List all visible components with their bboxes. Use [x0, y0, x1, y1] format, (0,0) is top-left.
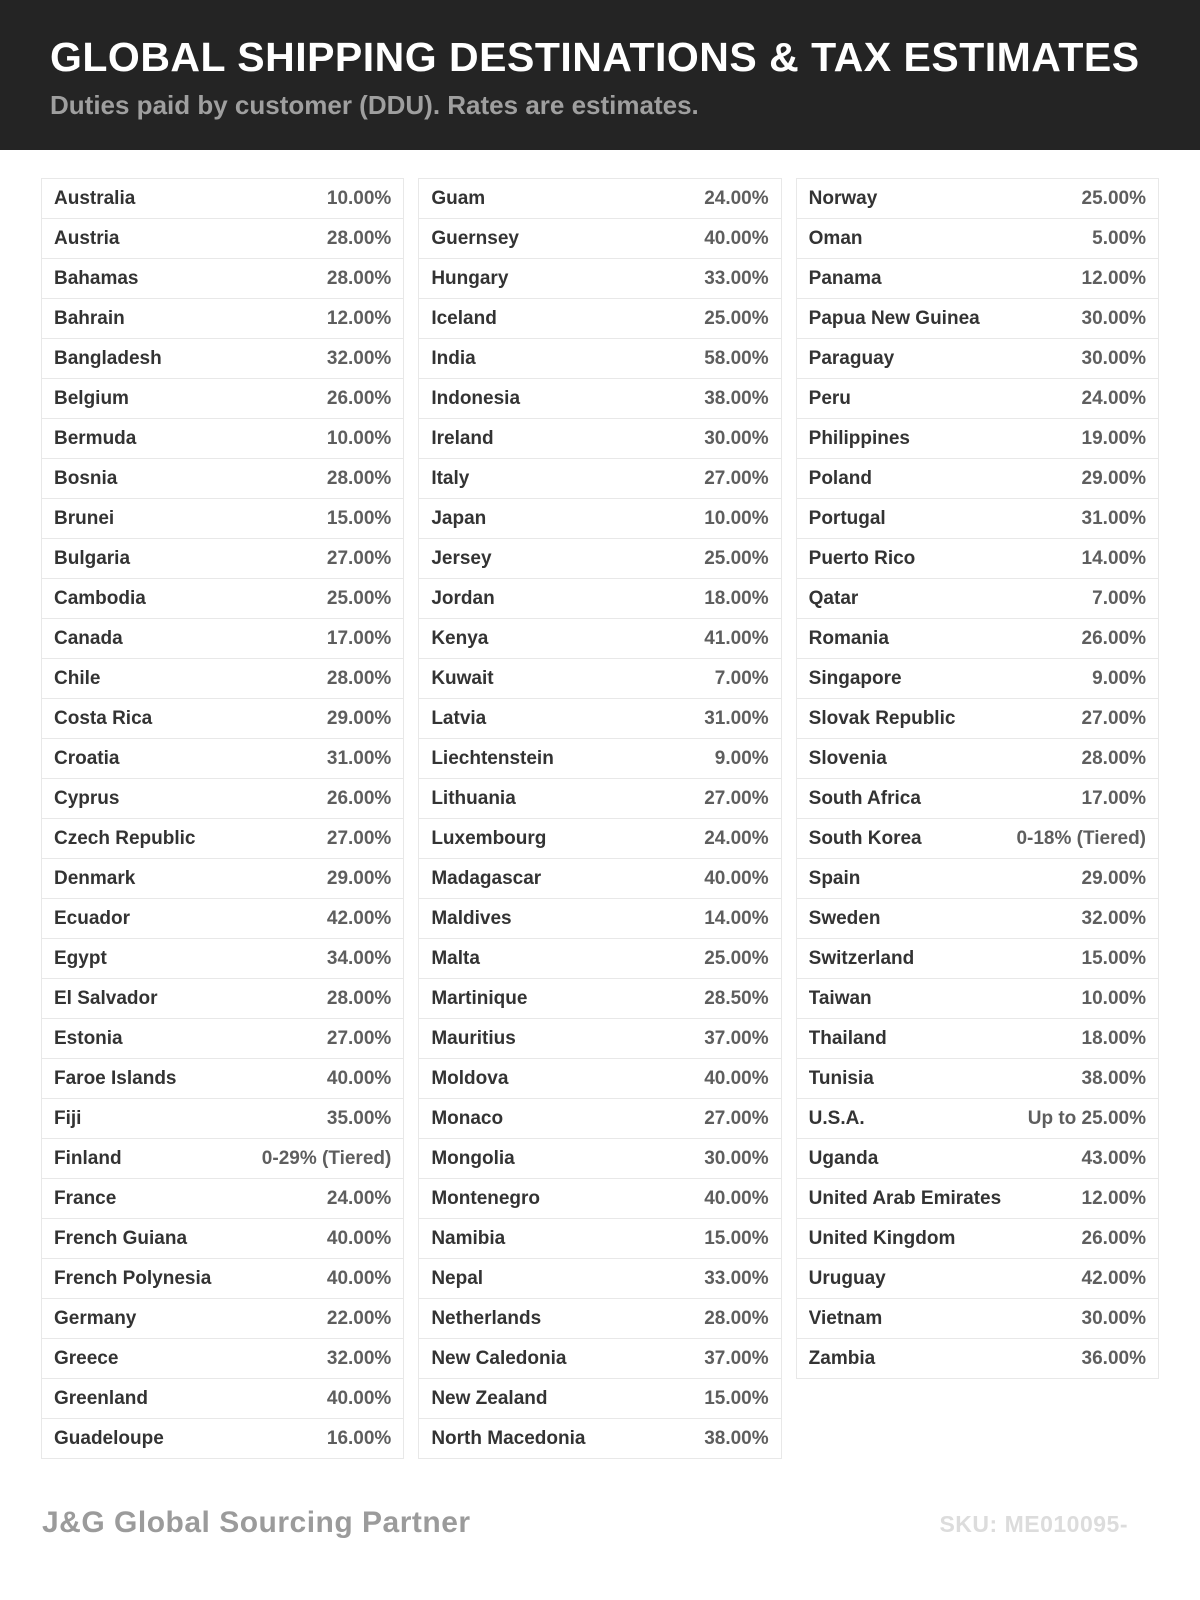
country-cell: Moldova [431, 1067, 509, 1089]
rate-cell: 14.00% [704, 907, 769, 929]
table-row [418, 899, 781, 939]
table-row [41, 419, 404, 459]
table-row [796, 619, 1159, 659]
rate-cell: 38.00% [1081, 1067, 1146, 1089]
table-row [796, 899, 1159, 939]
country-cell: Spain [808, 867, 861, 889]
country-cell: Qatar [808, 587, 859, 609]
country-cell: Bangladesh [54, 347, 162, 369]
table-row [418, 1019, 781, 1059]
table-row [418, 819, 781, 859]
table-row [41, 1259, 404, 1299]
rates-table [41, 178, 1159, 1459]
country-cell: Guadeloupe [54, 1427, 164, 1449]
rate-cell: 33.00% [704, 1267, 769, 1289]
country-cell: Cyprus [54, 787, 120, 809]
table-row [41, 899, 404, 939]
table-row [418, 619, 781, 659]
rate-cell: 28.00% [326, 227, 392, 249]
country-cell: Bosnia [54, 467, 118, 489]
table-row [796, 979, 1159, 1019]
table-row [41, 1219, 404, 1259]
country-cell: Italy [431, 467, 470, 489]
rate-cell: 7.00% [1092, 587, 1146, 609]
page-footer [42, 1506, 1128, 1540]
country-cell: U.S.A. [808, 1107, 865, 1129]
table-row [796, 1099, 1159, 1139]
country-cell: Vietnam [808, 1307, 883, 1329]
rate-cell: 30.00% [704, 1147, 769, 1169]
country-cell: Montenegro [431, 1187, 541, 1209]
table-row [41, 659, 404, 699]
country-cell: Singapore [808, 667, 902, 689]
country-cell: Martinique [431, 987, 528, 1009]
table-row [796, 659, 1159, 699]
country-cell: Lithuania [431, 787, 516, 809]
table-row [41, 1299, 404, 1339]
country-cell: Jordan [431, 587, 495, 609]
table-row [41, 459, 404, 499]
country-cell: Faroe Islands [54, 1067, 177, 1089]
country-cell: Indonesia [431, 387, 521, 409]
rate-cell: 43.00% [1081, 1147, 1146, 1169]
rate-cell: 26.00% [1081, 627, 1146, 649]
rate-cell: 40.00% [326, 1387, 392, 1409]
rate-cell: 29.00% [1081, 467, 1146, 489]
table-row [418, 379, 781, 419]
table-row [41, 819, 404, 859]
country-cell: Czech Republic [54, 827, 196, 849]
table-row [796, 379, 1159, 419]
rate-cell: 33.00% [704, 267, 769, 289]
country-cell: Guam [431, 187, 486, 209]
table-row [796, 539, 1159, 579]
rate-cell: 9.00% [1092, 667, 1146, 689]
rate-cell: 9.00% [714, 747, 769, 769]
country-cell: India [431, 347, 476, 369]
table-row [796, 579, 1159, 619]
rate-cell: 32.00% [1081, 907, 1146, 929]
rate-cell: 27.00% [326, 547, 392, 569]
country-cell: Estonia [54, 1027, 123, 1049]
country-cell: Cambodia [54, 587, 146, 609]
table-row [418, 339, 781, 379]
rate-cell: 42.00% [1081, 1267, 1146, 1289]
table-row [796, 1259, 1159, 1299]
table-row [418, 979, 781, 1019]
rate-cell: 25.00% [704, 307, 769, 329]
country-cell: Greenland [54, 1387, 148, 1409]
country-cell: Puerto Rico [808, 547, 916, 569]
country-cell: Bahamas [54, 267, 139, 289]
country-cell: Fiji [54, 1107, 82, 1129]
country-cell: Denmark [54, 867, 136, 889]
country-cell: Paraguay [808, 347, 895, 369]
rate-cell: 5.00% [1092, 227, 1146, 249]
table-row [41, 1099, 404, 1139]
country-cell: Germany [54, 1307, 137, 1329]
rate-cell: 17.00% [1081, 787, 1146, 809]
rate-cell: 25.00% [1081, 187, 1146, 209]
table-row [41, 179, 404, 219]
rate-cell: 12.00% [1081, 267, 1146, 289]
table-row [796, 939, 1159, 979]
rate-cell: 31.00% [704, 707, 769, 729]
rate-cell: 24.00% [704, 827, 769, 849]
country-cell: Iceland [431, 307, 497, 329]
brand-text: J&G Global Sourcing Partner [42, 1506, 471, 1539]
rate-cell: 37.00% [704, 1347, 769, 1369]
country-cell: United Arab Emirates [808, 1187, 1002, 1209]
table-row [796, 459, 1159, 499]
table-row [41, 1419, 404, 1459]
rate-cell: 25.00% [704, 547, 769, 569]
table-row [418, 1259, 781, 1299]
rate-cell: 40.00% [704, 227, 769, 249]
table-row [796, 1219, 1159, 1259]
table-row [41, 939, 404, 979]
rate-cell: 16.00% [326, 1427, 392, 1449]
country-cell: Bermuda [54, 427, 137, 449]
table-row [41, 499, 404, 539]
country-cell: Australia [54, 187, 136, 209]
country-cell: Namibia [431, 1227, 506, 1249]
country-cell: Philippines [808, 427, 911, 449]
rate-cell: 40.00% [326, 1227, 392, 1249]
table-row [418, 1059, 781, 1099]
rate-cell: 28.00% [326, 667, 392, 689]
rate-cell: 28.50% [704, 987, 769, 1009]
country-cell: Malta [431, 947, 480, 969]
table-row [41, 739, 404, 779]
country-cell: France [54, 1187, 117, 1209]
table-row [418, 1379, 781, 1419]
rate-cell: 28.00% [326, 467, 392, 489]
country-cell: South Korea [808, 827, 922, 849]
table-row [796, 779, 1159, 819]
country-cell: Ireland [431, 427, 494, 449]
table-row [41, 1139, 404, 1179]
rate-cell: 15.00% [704, 1387, 769, 1409]
rate-cell: 27.00% [326, 1027, 392, 1049]
rate-cell: 18.00% [704, 587, 769, 609]
table-row [796, 1299, 1159, 1339]
rate-cell: 15.00% [1081, 947, 1146, 969]
rate-cell: 37.00% [704, 1027, 769, 1049]
table-row [418, 1099, 781, 1139]
country-cell: Nepal [431, 1267, 484, 1289]
country-cell: Peru [808, 387, 851, 409]
table-row [418, 539, 781, 579]
country-cell: Kuwait [431, 667, 494, 689]
table-row [796, 1019, 1159, 1059]
rate-cell: 27.00% [704, 787, 769, 809]
rate-cell: 15.00% [704, 1227, 769, 1249]
rate-cell: 24.00% [326, 1187, 392, 1209]
country-cell: South Africa [808, 787, 921, 809]
rate-cell: Up to 25.00% [1027, 1107, 1146, 1129]
rate-cell: 18.00% [1081, 1027, 1146, 1049]
rate-cell: 35.00% [326, 1107, 392, 1129]
rate-cell: 34.00% [326, 947, 392, 969]
table-row [418, 579, 781, 619]
rate-cell: 30.00% [1081, 1307, 1146, 1329]
table-row [796, 1179, 1159, 1219]
rate-cell: 31.00% [1081, 507, 1146, 529]
table-row [796, 699, 1159, 739]
table-row [41, 1019, 404, 1059]
rate-cell: 24.00% [1081, 387, 1146, 409]
table-row [418, 859, 781, 899]
country-cell: New Zealand [431, 1387, 548, 1409]
rate-cell: 40.00% [704, 1187, 769, 1209]
country-cell: Belgium [54, 387, 129, 409]
table-row [41, 299, 404, 339]
table-row [41, 979, 404, 1019]
rate-cell: 28.00% [326, 267, 392, 289]
table-row [41, 339, 404, 379]
sku-label: SKU: ME010095- [939, 1511, 1128, 1537]
country-cell: El Salvador [54, 987, 158, 1009]
country-cell: Taiwan [808, 987, 872, 1009]
country-cell: Thailand [808, 1027, 887, 1049]
table-row [418, 419, 781, 459]
country-cell: Guernsey [431, 227, 519, 249]
country-cell: Egypt [54, 947, 107, 969]
table-row [418, 299, 781, 339]
rate-cell: 22.00% [326, 1307, 392, 1329]
table-row [796, 499, 1159, 539]
table-row [418, 699, 781, 739]
table-row [418, 179, 781, 219]
table-row [796, 859, 1159, 899]
country-cell: Panama [808, 267, 882, 289]
table-row [41, 259, 404, 299]
rate-cell: 10.00% [326, 427, 392, 449]
table-row [796, 259, 1159, 299]
country-cell: Jersey [431, 547, 492, 569]
rate-cell: 29.00% [1081, 867, 1146, 889]
rate-cell: 28.00% [704, 1307, 769, 1329]
country-cell: Netherlands [431, 1307, 542, 1329]
country-cell: Slovenia [808, 747, 887, 769]
country-cell: United Kingdom [808, 1227, 956, 1249]
country-cell: Monaco [431, 1107, 504, 1129]
rate-cell: 7.00% [714, 667, 769, 689]
table-row [41, 699, 404, 739]
rate-cell: 40.00% [326, 1067, 392, 1089]
country-cell: Oman [808, 227, 863, 249]
country-cell: Norway [808, 187, 878, 209]
rate-cell: 38.00% [704, 387, 769, 409]
rate-cell: 40.00% [326, 1267, 392, 1289]
table-row [796, 1139, 1159, 1179]
country-cell: Sweden [808, 907, 881, 929]
country-cell: Japan [431, 507, 487, 529]
table-row [418, 779, 781, 819]
country-cell: Austria [54, 227, 120, 249]
country-cell: Switzerland [808, 947, 915, 969]
country-cell: French Guiana [54, 1227, 188, 1249]
rate-cell: 26.00% [326, 787, 392, 809]
country-cell: Greece [54, 1347, 119, 1369]
country-cell: Slovak Republic [808, 707, 956, 729]
country-cell: Maldives [431, 907, 512, 929]
rate-cell: 14.00% [1081, 547, 1146, 569]
country-cell: Latvia [431, 707, 487, 729]
table-row [418, 1299, 781, 1339]
table-row [41, 1059, 404, 1099]
page-title: GLOBAL SHIPPING DESTINATIONS & TAX ESTIMATES [50, 34, 1140, 80]
table-row [418, 1419, 781, 1459]
country-cell: Poland [808, 467, 872, 489]
rate-cell: 27.00% [704, 1107, 769, 1129]
rate-cell: 27.00% [704, 467, 769, 489]
rate-cell: 12.00% [1081, 1187, 1146, 1209]
table-row [418, 1219, 781, 1259]
rate-cell: 42.00% [326, 907, 392, 929]
table-row [796, 339, 1159, 379]
rate-cell: 30.00% [1081, 307, 1146, 329]
country-cell: Kenya [431, 627, 489, 649]
rate-cell: 41.00% [704, 627, 769, 649]
rate-cell: 12.00% [326, 307, 392, 329]
country-cell: Mongolia [431, 1147, 515, 1169]
rate-cell: 19.00% [1081, 427, 1146, 449]
country-cell: Bulgaria [54, 547, 131, 569]
rate-cell: 26.00% [326, 387, 392, 409]
table-row [418, 1339, 781, 1379]
table-row [418, 1139, 781, 1179]
table-row [418, 1179, 781, 1219]
rate-cell: 32.00% [326, 1347, 392, 1369]
rates-column [41, 178, 404, 1459]
country-cell: New Caledonia [431, 1347, 567, 1369]
country-cell: Madagascar [431, 867, 542, 889]
table-row [418, 499, 781, 539]
table-row [41, 1379, 404, 1419]
rate-cell: 10.00% [1081, 987, 1146, 1009]
country-cell: Mauritius [431, 1027, 516, 1049]
rate-cell: 25.00% [326, 587, 392, 609]
table-row [41, 579, 404, 619]
rate-cell: 24.00% [704, 187, 769, 209]
country-cell: Croatia [54, 747, 120, 769]
country-cell: Costa Rica [54, 707, 153, 729]
country-cell: Portugal [808, 507, 886, 529]
rate-cell: 38.00% [704, 1427, 769, 1449]
table-row [418, 739, 781, 779]
table-row [796, 219, 1159, 259]
country-cell: Tunisia [808, 1067, 874, 1089]
country-cell: Finland [54, 1147, 122, 1169]
rate-cell: 27.00% [326, 827, 392, 849]
rate-cell: 28.00% [1081, 747, 1146, 769]
country-cell: North Macedonia [431, 1427, 586, 1449]
table-row [41, 1179, 404, 1219]
rate-cell: 10.00% [326, 187, 392, 209]
table-row [796, 819, 1159, 859]
table-row [796, 739, 1159, 779]
country-cell: Uruguay [808, 1267, 886, 1289]
rate-cell: 40.00% [704, 1067, 769, 1089]
table-row [41, 619, 404, 659]
page-subtitle: Duties paid by customer (DDU). Rates are estimates. [50, 90, 699, 120]
country-cell: French Polynesia [54, 1267, 212, 1289]
table-row [418, 259, 781, 299]
table-row [41, 1339, 404, 1379]
page-header [0, 0, 1200, 150]
table-row [796, 299, 1159, 339]
table-row [418, 459, 781, 499]
rate-cell: 36.00% [1081, 1347, 1146, 1369]
rate-cell: 27.00% [1081, 707, 1146, 729]
rate-cell: 0-18% (Tiered) [1016, 827, 1146, 849]
country-cell: Romania [808, 627, 889, 649]
table-row [41, 779, 404, 819]
rate-cell: 25.00% [704, 947, 769, 969]
country-cell: Papua New Guinea [808, 307, 980, 329]
country-cell: Liechtenstein [431, 747, 554, 769]
rates-column [418, 178, 781, 1459]
rate-cell: 29.00% [326, 867, 392, 889]
table-row [41, 379, 404, 419]
rate-cell: 30.00% [1081, 347, 1146, 369]
rate-cell: 32.00% [326, 347, 392, 369]
table-row [41, 859, 404, 899]
country-cell: Uganda [808, 1147, 879, 1169]
country-cell: Ecuador [54, 907, 131, 929]
table-row [796, 179, 1159, 219]
table-row [418, 659, 781, 699]
country-cell: Chile [54, 667, 101, 689]
table-row [41, 219, 404, 259]
rate-cell: 26.00% [1081, 1227, 1146, 1249]
rate-cell: 40.00% [704, 867, 769, 889]
rate-cell: 15.00% [326, 507, 392, 529]
table-row [796, 419, 1159, 459]
country-cell: Zambia [808, 1347, 876, 1369]
country-cell: Luxembourg [431, 827, 547, 849]
country-cell: Canada [54, 627, 123, 649]
country-cell: Brunei [54, 507, 115, 529]
country-cell: Hungary [431, 267, 509, 289]
table-row [418, 939, 781, 979]
table-row [796, 1339, 1159, 1379]
rate-cell: 58.00% [704, 347, 769, 369]
rate-cell: 29.00% [326, 707, 392, 729]
table-row [418, 219, 781, 259]
rate-cell: 10.00% [704, 507, 769, 529]
rate-cell: 17.00% [326, 627, 392, 649]
rates-column [796, 178, 1159, 1379]
rate-cell: 30.00% [704, 427, 769, 449]
rate-cell: 31.00% [326, 747, 392, 769]
table-row [796, 1059, 1159, 1099]
rate-cell: 28.00% [326, 987, 392, 1009]
country-cell: Bahrain [54, 307, 125, 329]
table-row [41, 539, 404, 579]
rate-cell: 0-29% (Tiered) [261, 1147, 392, 1169]
